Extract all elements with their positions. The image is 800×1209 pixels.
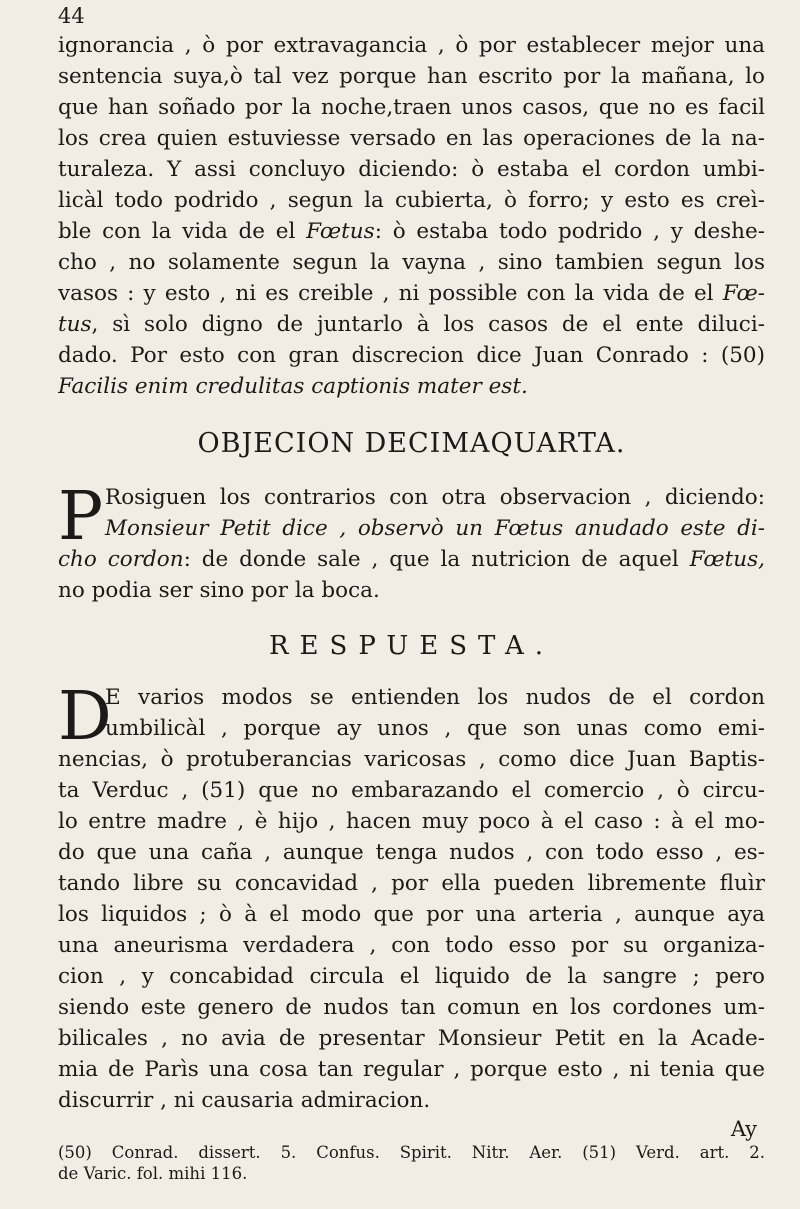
text-line: cion , y concabidad circula el liquido de la sangre ; pero <box>58 964 765 989</box>
text-line: una aneurisma verdadera , con todo esso por su organiza- <box>58 933 765 958</box>
text-line: E varios modos se entienden los nudos de el cordon <box>105 685 765 710</box>
page-number: 44 <box>58 4 85 28</box>
text-line: umbilicàl , porque ay unos , que son unas como emi- <box>105 716 765 741</box>
text-line: turaleza. Y assi concluyo diciendo: ò estaba el cordon umbi- <box>58 157 765 182</box>
text-line: mia de Parìs una cosa tan regular , porque esto , ni tenia que <box>58 1057 765 1082</box>
text-line: Rosiguen los contrarios con otra observacion , diciendo: <box>105 485 765 510</box>
paragraph-3 <box>58 677 765 1116</box>
paragraph-2 <box>58 477 765 606</box>
text-line: vasos : y esto , ni es creible , ni possible con la vida de el Fœ- <box>58 281 765 306</box>
text-line: discurrir , ni causaria admiracion. <box>58 1088 431 1113</box>
text-line: dado. Por esto con gran discrecion dice Juan Conrado : (50) <box>58 343 765 368</box>
text-line: nencias, ò protuberancias varicosas , como dice Juan Baptis- <box>58 747 765 772</box>
text-line: cho cordon: de donde sale , que la nutricion de aquel Fœtus, <box>58 547 765 572</box>
text-line: no podia ser sino por la boca. <box>58 578 380 603</box>
text-line: sentencia suya,ò tal vez porque han escrito por la mañana, lo <box>58 64 765 89</box>
footnotes <box>58 1142 765 1184</box>
section-heading-objection: OBJECION DECIMAQUARTA. <box>197 428 626 459</box>
text-line: bilicales , no avia de presentar Monsieur Petit en la Acade- <box>58 1026 765 1051</box>
paragraph-1 <box>58 30 765 402</box>
drop-cap: D <box>58 677 112 755</box>
text-line: licàl todo podrido , segun la cubierta, ò forro; y esto es creì- <box>58 188 765 213</box>
text-line: ta Verduc , (51) que no embarazando el comercio , ò circu- <box>58 778 765 803</box>
text-line: lo entre madre , è hijo , hacen muy poco à el caso : à el mo- <box>58 809 765 834</box>
footnote-line: de Varic. fol. mihi 116. <box>58 1164 248 1183</box>
catchword: Ay <box>730 1117 757 1141</box>
section-heading-response: RESPUESTA. <box>268 631 555 661</box>
drop-cap: P <box>58 477 104 555</box>
text-line: siendo este genero de nudos tan comun en los cordones um- <box>58 995 765 1020</box>
text-line: tando libre su concavidad , por ella pueden libremente fluìr <box>58 871 765 896</box>
text-line: los crea quien estuviesse versado en las operaciones de la na- <box>58 126 765 151</box>
italic-term: tus <box>58 312 92 337</box>
italic-term: Fœtus <box>306 219 375 244</box>
italic-term: Fœ- <box>722 281 765 306</box>
text-line: ignorancia , ò por extravagancia , ò por establecer mejor una <box>58 33 765 58</box>
page-body <box>58 30 765 1184</box>
text-line: do que una caña , aunque tenga nudos , con todo esso , es- <box>58 840 765 865</box>
text-line: cho , no solamente segun la vayna , sino tambien segun los <box>58 250 765 275</box>
text-line: tus, sì solo digno de juntarlo à los casos de el ente diluci- <box>58 312 765 337</box>
text-line: que han soñado por la noche,traen unos casos, que no es facil <box>58 95 765 120</box>
text-line: los liquidos ; ò à el modo que por una arteria , aunque aya <box>58 902 765 927</box>
text-line-italic: Facilis enim credulitas captionis mater est. <box>58 374 528 399</box>
text-line: Monsieur Petit dice , observò un Fœtus anudado este di- <box>105 516 765 541</box>
footnote-line: (50) Conrad. dissert. 5. Confus. Spirit. Nitr. Aer. (51) Verd. art. 2. <box>58 1143 765 1162</box>
text-line: ble con la vida de el Fœtus: ò estaba todo podrido , y deshe- <box>58 219 765 244</box>
